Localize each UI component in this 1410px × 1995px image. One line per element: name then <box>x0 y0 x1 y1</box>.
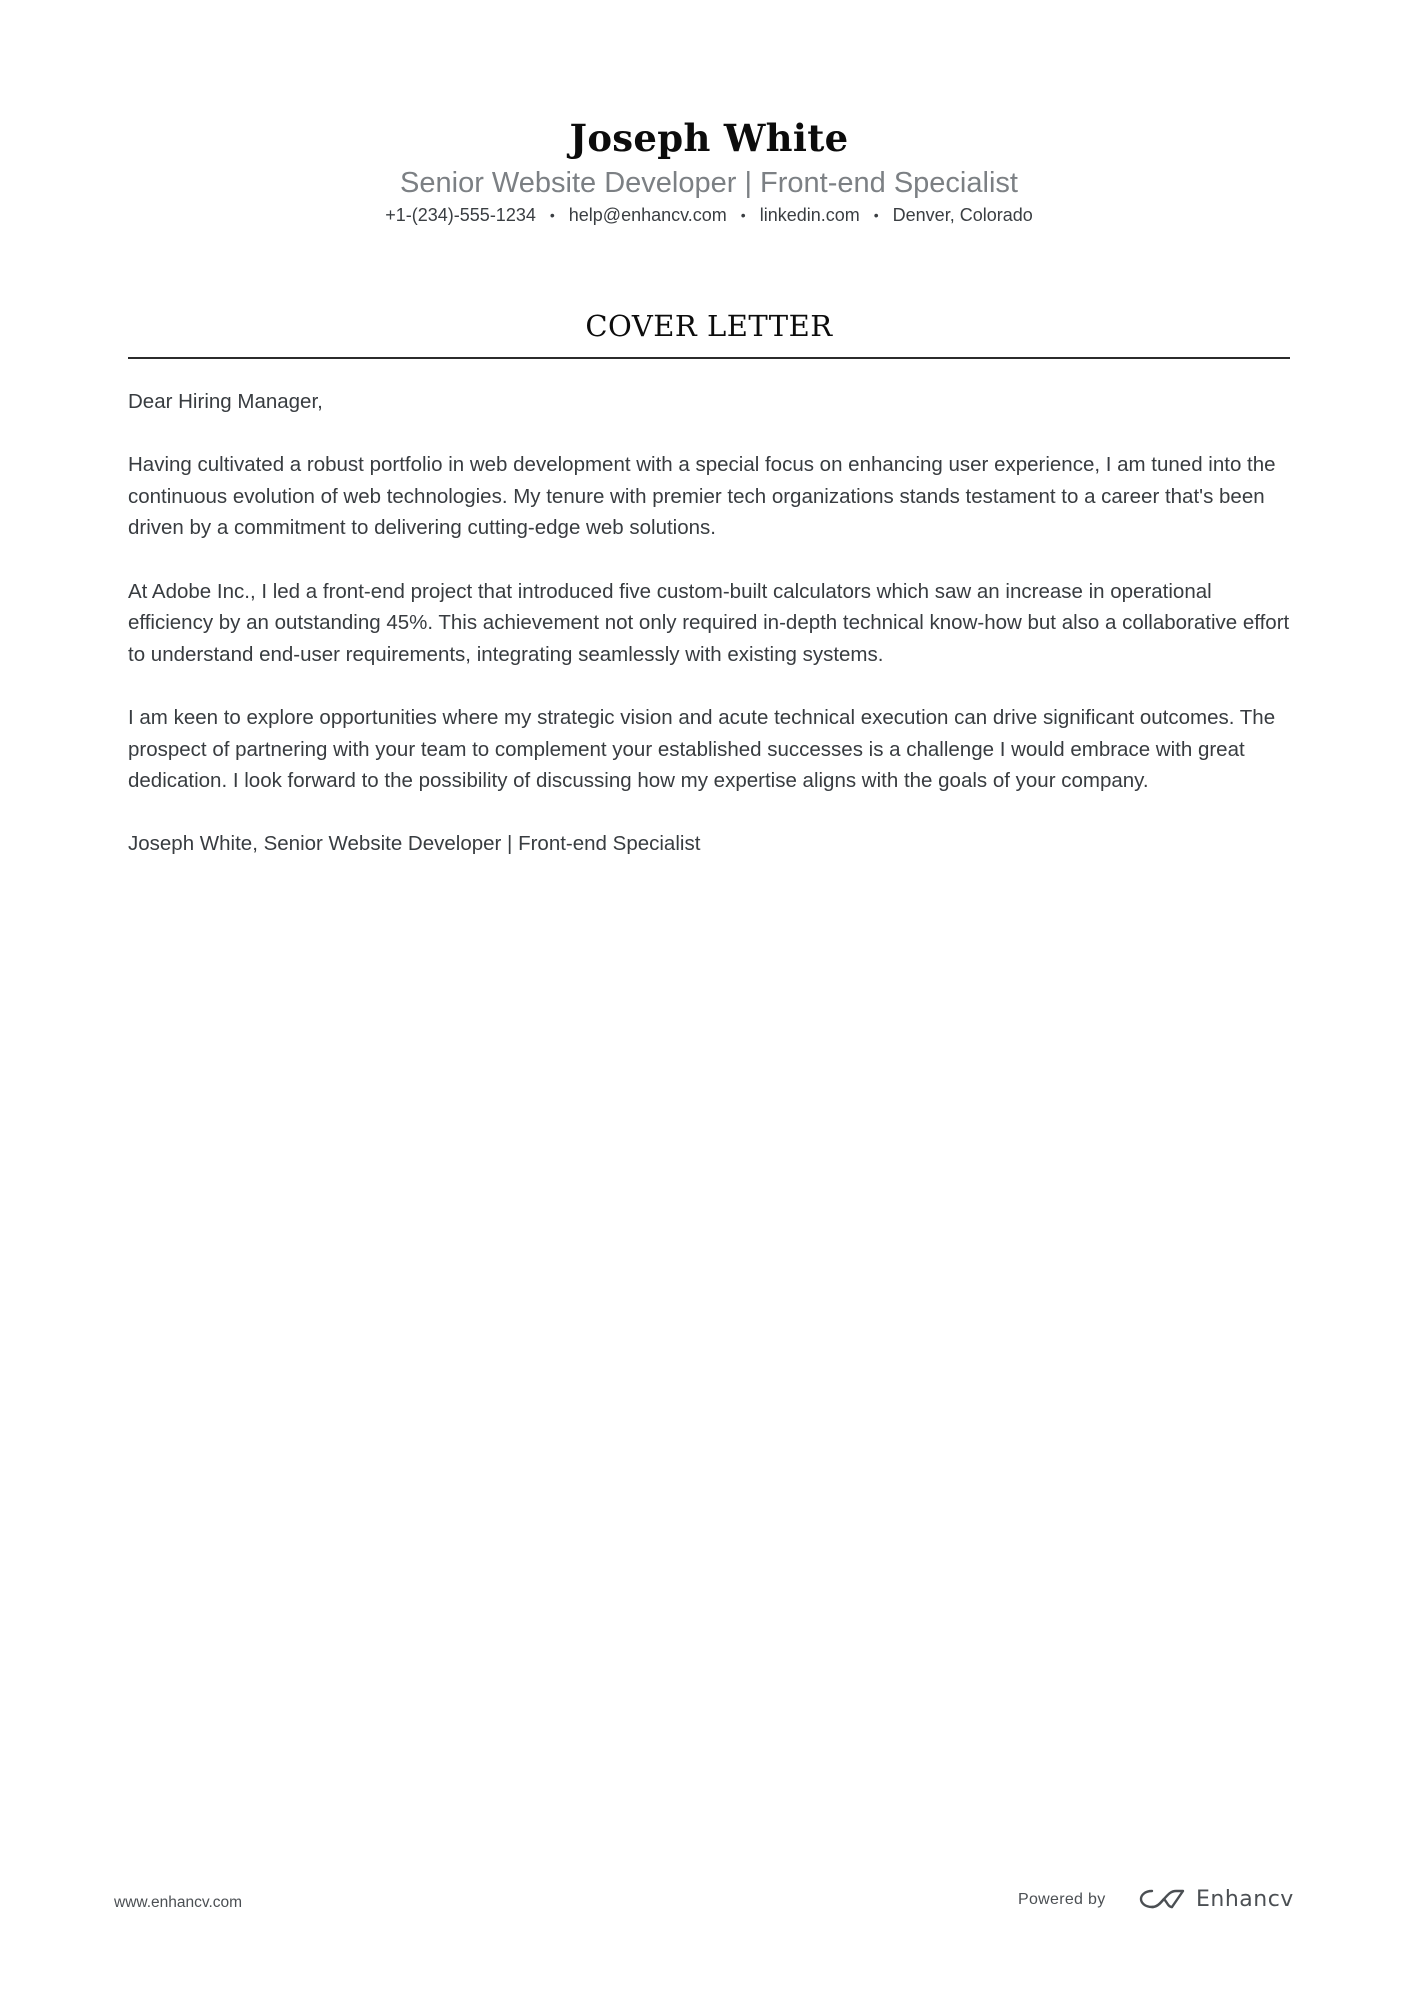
enhancv-brand-name: Enhancv <box>1196 1886 1294 1912</box>
enhancv-logo-icon <box>1138 1887 1186 1911</box>
letter-paragraph: I am keen to explore opportunities where my strategic vision and acute technical execution can drive significant outcomes. The prospect of partnering with your team to complement your established successes is a challenge I would embrace with great dedication. I look forward to the possibility of discussing how my expertise aligns with the goals of your company. <box>128 705 1276 793</box>
letter-salutation: Dear Hiring Manager, <box>128 390 323 413</box>
contact-separator: • <box>549 207 555 223</box>
enhancv-brand[interactable] <box>1138 1884 1294 1914</box>
contact-location: Denver, Colorado <box>892 205 1033 225</box>
letter-signature: Joseph White, Senior Website Developer | Front-end Specialist <box>128 832 701 856</box>
section-divider <box>128 357 1290 359</box>
letter-body <box>128 386 1292 892</box>
letter-paragraph: At Adobe Inc., I led a front-end project that introduced five custom-built calculators which saw an increase in operational efficiency by an outstanding 45%. This achievement not only required in-depth technical know-how but also a collaborative effort to understand end-user requirements, integrating seamlessly with existing systems. <box>128 579 1290 666</box>
letter-paragraph: Having cultivated a robust portfolio in web development with a special focus on enhancing user experience, I am tuned into the continuous evolution of web technologies. My tenure with premier tech organizations stands testament to a career that's been driven by a commitment to delivering cutting-edge web solutions. <box>128 453 1276 540</box>
contact-separator: • <box>740 207 746 223</box>
powered-by-label: Powered by <box>1018 1891 1106 1908</box>
contact-linkedin[interactable]: linkedin.com <box>759 205 860 225</box>
section-title: COVER LETTER <box>585 309 833 343</box>
contact-separator: • <box>873 207 879 223</box>
contact-email[interactable]: help@enhancv.com <box>568 205 727 225</box>
resume-header <box>128 112 1290 228</box>
applicant-name: Joseph White <box>569 116 849 160</box>
contact-phone: +1-(234)-555-1234 <box>385 205 536 225</box>
applicant-title: Senior Website Developer | Front-end Specialist <box>400 167 1018 199</box>
footer-website-link[interactable]: www.enhancv.com <box>114 1894 243 1911</box>
contact-line <box>128 202 1290 228</box>
